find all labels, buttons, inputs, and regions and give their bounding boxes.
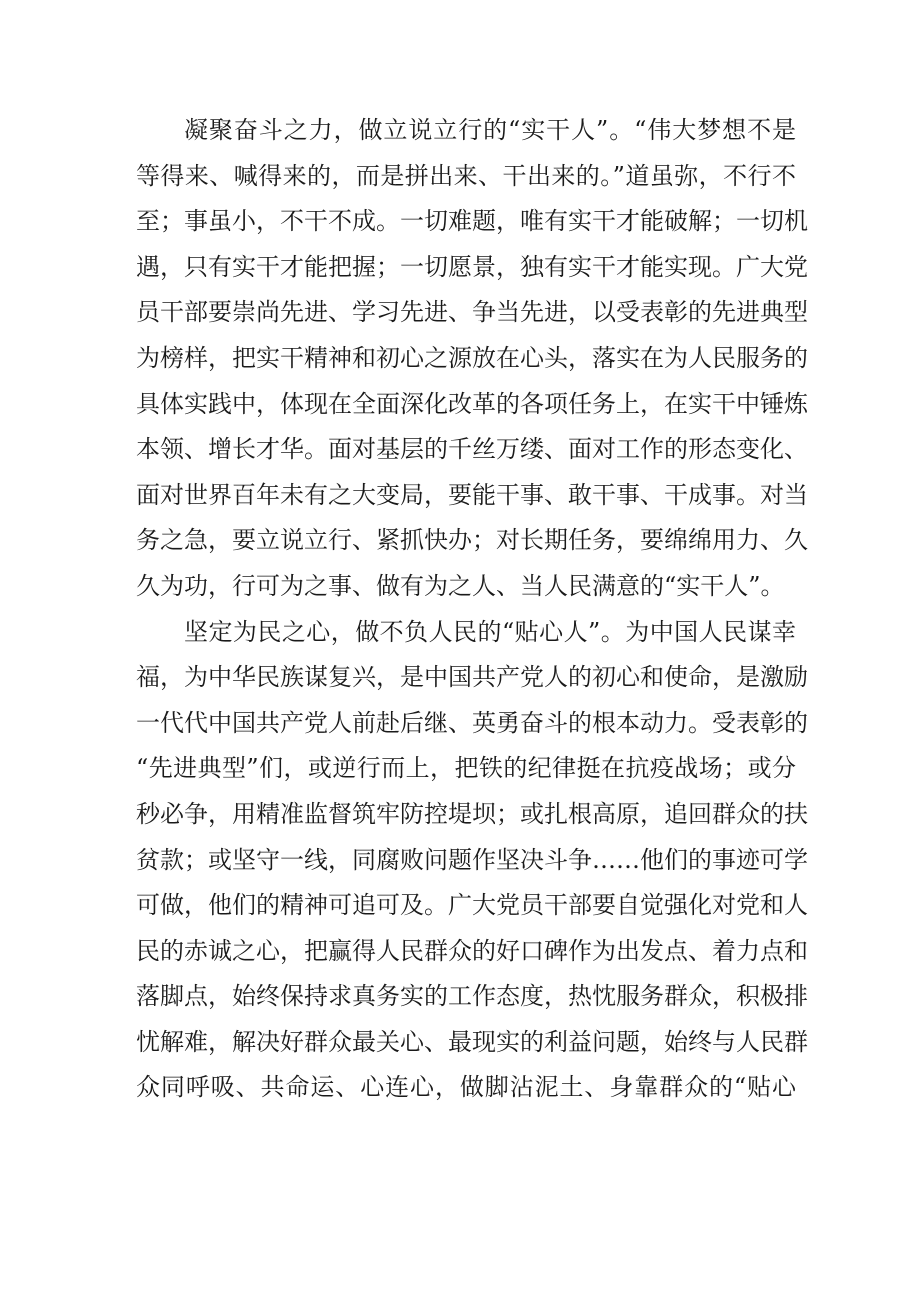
paragraph-1-line-10: 务之急，要立说立行、紧抓快办；对长期任务，要绵绵用力、久: [136, 526, 808, 555]
paragraph-2-line-6: 贫款；或坚守一线，同腐败问题作坚决斗争……他们的事迹可学: [136, 845, 808, 874]
paragraph-1-line-2: 等得来、喊得来的，而是拼出来、干出来的。”道虽弥，不行不: [136, 161, 796, 190]
paragraph-2-line-10: 忧解难，解决好群众最关心、最现实的利益问题，始终与人民群: [136, 1027, 808, 1056]
paragraph-2-line-3: 一代代中国共产党人前赴后继、英勇奋斗的根本动力。受表彰的: [136, 708, 808, 737]
paragraph-2-line-9: 落脚点，始终保持求真务实的工作态度，热忱服务群众，积极排: [136, 982, 808, 1011]
body-text: [136, 108, 808, 1111]
paragraph-2-line-11: 众同呼吸、共命运、心连心，做脚沾泥土、身靠群众的“贴心: [136, 1073, 796, 1102]
paragraph-2-line-1: 坚定为民之心，做不负人民的“贴心人”。为中国人民谋幸: [184, 617, 796, 646]
paragraph-1-line-1: 凝聚奋斗之力，做立说立行的“实干人”。“伟大梦想不是: [184, 116, 796, 144]
paragraph-1-line-8: 本领、增长才华。面对基层的千丝万缕、面对工作的形态变化、: [136, 435, 808, 464]
paragraph-2-line-2: 福，为中华民族谋复兴，是中国共产党人的初心和使命，是激励: [136, 663, 808, 692]
paragraph-1-line-6: 为榜样，把实干精神和初心之源放在心头，落实在为人民服务的: [136, 343, 808, 372]
paragraph-1-line-11: 久为功，行可为之事、做有为之人、当人民满意的“实干人”。: [136, 571, 785, 600]
paragraph-1-line-5: 员干部要崇尚先进、学习先进、争当先进，以受表彰的先进典型: [136, 298, 808, 327]
paragraph-2-line-7: 可做，他们的精神可追可及。广大党员干部要自觉强化对党和人: [136, 891, 808, 920]
paragraph-1-line-9: 面对世界百年未有之大变局，要能干事、敢干事、干成事。对当: [136, 480, 808, 509]
paragraph-2-line-8: 民的赤诚之心，把赢得人民群众的好口碑作为出发点、着力点和: [136, 936, 808, 965]
paragraph-1-line-4: 遇，只有实干才能把握；一切愿景，独有实干才能实现。广大党: [136, 252, 808, 281]
paragraph-1-line-7: 具体实践中，体现在全面深化改革的各项任务上，在实干中锤炼: [136, 389, 808, 418]
paragraph-1-line-3: 至；事虽小，不干不成。一切难题，唯有实干才能破解；一切机: [136, 207, 808, 236]
paragraph-2-line-5: 秒必争，用精准监督筑牢防控堤坝；或扎根高原，追回群众的扶: [136, 799, 808, 828]
paragraph-2-line-4: “先进典型”们，或逆行而上，把铁的纪律挺在抗疫战场；或分: [136, 754, 796, 783]
